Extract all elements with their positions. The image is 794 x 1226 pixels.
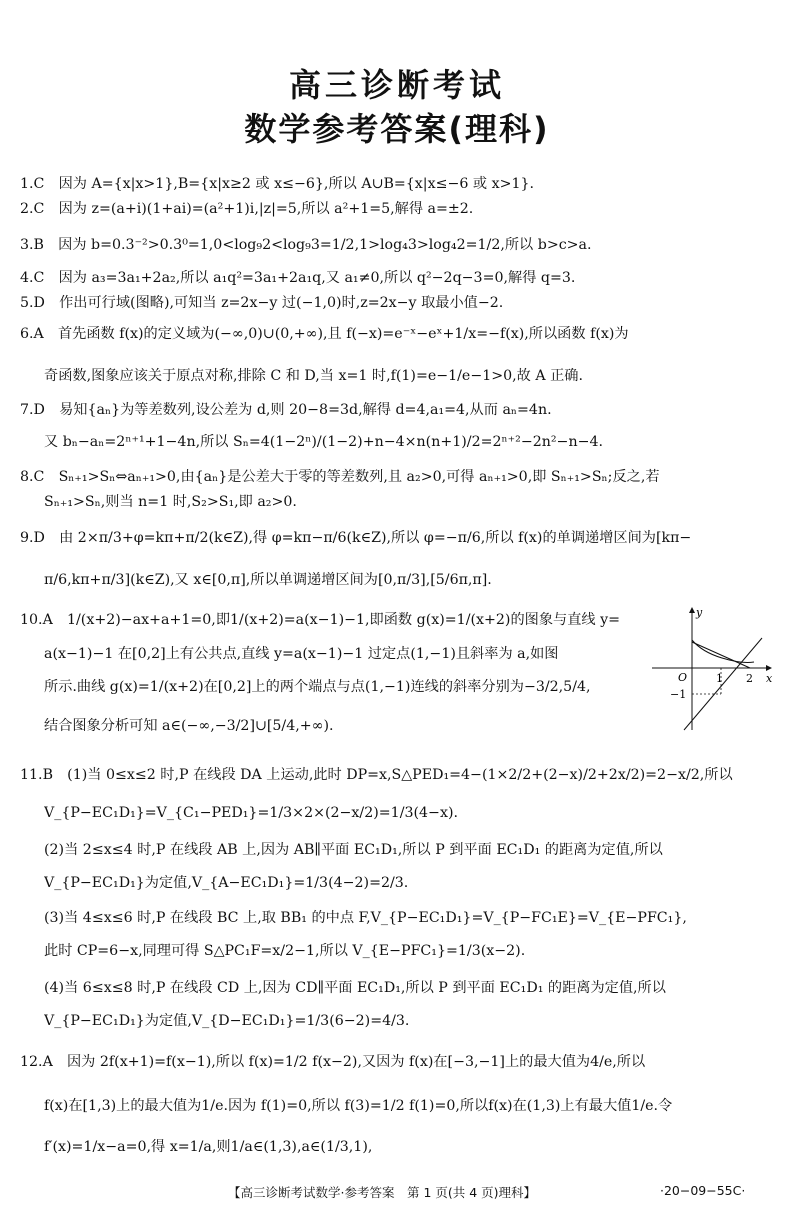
x-axis-arrow [766,665,772,671]
answer-line-2: 2.C 因为 z=(a+i)(1+ai)=(a²+1)i,|z|=5,所以 a²+1=5,解得 a=±2. [20,201,474,217]
answer-line-10a: 10.A 1/(x+2)−ax+a+1=0,即1/(x+2)=a(x−1)−1,即函数 g(x)=1/(x+2)的图象与直线 y= [20,612,620,628]
answer-line-11c: (2)当 2≤x≤4 时,P 在线段 AB 上,因为 AB∥平面 EC₁D₁,所以 P 到平面 EC₁D₁ 的距离为定值,所以 [44,842,663,858]
label-y: y [696,606,703,619]
answer-line-11b: V_{P−EC₁D₁}=V_{C₁−PED₁}=1/3×2×(2−x/2)=1/3(4−x). [44,805,458,821]
footer-code: ·20−09−55C· [660,1183,746,1198]
label-origin: O [678,671,688,684]
answer-line-11h: V_{P−EC₁D₁}为定值,V_{D−EC₁D₁}=1/3(6−2)=4/3. [44,1013,410,1029]
answer-line-8b: Sₙ₊₁>Sₙ,则当 n=1 时,S₂>S₁,即 a₂>0. [44,494,297,510]
answer-line-11f: 此时 CP=6−x,同理可得 S△PC₁F=x/2−1,所以 V_{E−PFC₁}=1/3(x−2). [44,943,526,959]
answer-line-11e: (3)当 4≤x≤6 时,P 在线段 BC 上,取 BB₁ 的中点 F,V_{P−EC₁D₁}=V_{P−FC₁E}=V_{E−PFC₁}, [44,910,687,926]
answer-line-8a: 8.C Sₙ₊₁>Sₙ⇔aₙ₊₁>0,由{aₙ}是公差大于零的等差数列,且 a₂>0,可得 aₙ₊₁>0,即 Sₙ₊₁>Sₙ;反之,若 [20,469,660,485]
answer-line-10c: 所示.曲线 g(x)=1/(x+2)在[0,2]上的两个端点与点(1,−1)连线的斜率分别为−3/2,5/4, [44,679,591,695]
answer-line-3: 3.B 因为 b=0.3⁻²>0.3⁰=1,0<log₉2<log₉3=1/2,1>log₄3>log₄2=1/2,所以 b>c>a. [20,237,592,253]
label-x: x [766,672,773,685]
line-through-point-2 [692,642,750,668]
answer-line-6b: 奇函数,图象应该关于原点对称,排除 C 和 D,当 x=1 时,f(1)=e−1/e−1>0,故 A 正确. [44,368,584,384]
answer-line-1: 1.C 因为 A={x|x>1},B={x|x≥2 或 x≤−6},所以 A∪B={x|x≤−6 或 x>1}. [20,176,535,192]
answer-line-12a: 12.A 因为 2f(x+1)=f(x−1),所以 f(x)=1/2 f(x−2),又因为 f(x)在[−3,−1]上的最大值为4/e,所以 [20,1054,646,1070]
answer-line-10b: a(x−1)−1 在[0,2]上有公共点,直线 y=a(x−1)−1 过定点(1,−1)且斜率为 a,如图 [44,646,559,662]
answer-line-4: 4.C 因为 a₃=3a₁+2a₂,所以 a₁q²=3a₁+2a₁q,又 a₁≠0,所以 q²−2q−3=0,解得 q=3. [20,270,576,286]
q10-graph-figure [650,604,776,732]
answer-line-9b: π/6,kπ+π/3](k∈Z),又 x∈[0,π],所以单调递增区间为[0,π/3],[5/6π,π]. [44,572,492,588]
answer-line-6a: 6.A 首先函数 f(x)的定义域为(−∞,0)∪(0,+∞),且 f(−x)=e⁻ˣ−eˣ+1/x=−f(x),所以函数 f(x)为 [20,326,629,342]
answer-line-12c: f′(x)=1/x−a=0,得 x=1/a,则1/a∈(1,3),a∈(1/3,1), [44,1139,373,1155]
footer-page-info: 【高三诊断考试数学·参考答案 第 1 页(共 4 页)理科】 [228,1185,537,1200]
answer-line-5: 5.D 作出可行域(图略),可知当 z=2x−y 过(−1,0)时,z=2x−y 取最小值−2. [20,295,504,311]
answer-line-11a: 11.B (1)当 0≤x≤2 时,P 在线段 DA 上运动,此时 DP=x,S△PED₁=4−(1×2/2+(2−x)/2+2x/2)=2−x/2,所以 [20,767,733,783]
answer-line-11g: (4)当 6≤x≤8 时,P 在线段 CD 上,因为 CD∥平面 EC₁D₁,所以 P 到平面 EC₁D₁ 的距离为定值,所以 [44,980,666,996]
page-title: 高三诊断考试 [288,66,505,104]
answer-line-10d: 结合图象分析可知 a∈(−∞,−3/2]∪[5/4,+∞). [44,718,334,734]
page-subtitle: 数学参考答案(理科) [244,110,550,148]
label-two: 2 [746,672,753,685]
answer-line-9a: 9.D 由 2×π/3+φ=kπ+π/2(k∈Z),得 φ=kπ−π/6(k∈Z),所以 φ=−π/6,所以 f(x)的单调递增区间为[kπ− [20,530,692,546]
label-neg-one: −1 [670,688,687,701]
label-one: 1 [716,672,723,685]
answer-line-7a: 7.D 易知{aₙ}为等差数列,设公差为 d,则 20−8=3d,解得 d=4,a₁=4,从而 aₙ=4n. [20,402,552,418]
y-axis-arrow [689,607,695,613]
answer-line-7b: 又 bₙ−aₙ=2ⁿ⁺¹+1−4n,所以 Sₙ=4(1−2ⁿ)/(1−2)+n−4×n(n+1)/2=2ⁿ⁺²−2n²−n−4. [44,434,604,450]
answer-line-12b: f(x)在[1,3)上的最大值为1/e.因为 f(1)=0,所以 f(3)=1/2 f(1)=0,所以f(x)在(1,3)上有最大值1/e.令 [44,1098,673,1114]
answer-line-11d: V_{P−EC₁D₁}为定值,V_{A−EC₁D₁}=1/3(4−2)=2/3. [44,875,409,891]
